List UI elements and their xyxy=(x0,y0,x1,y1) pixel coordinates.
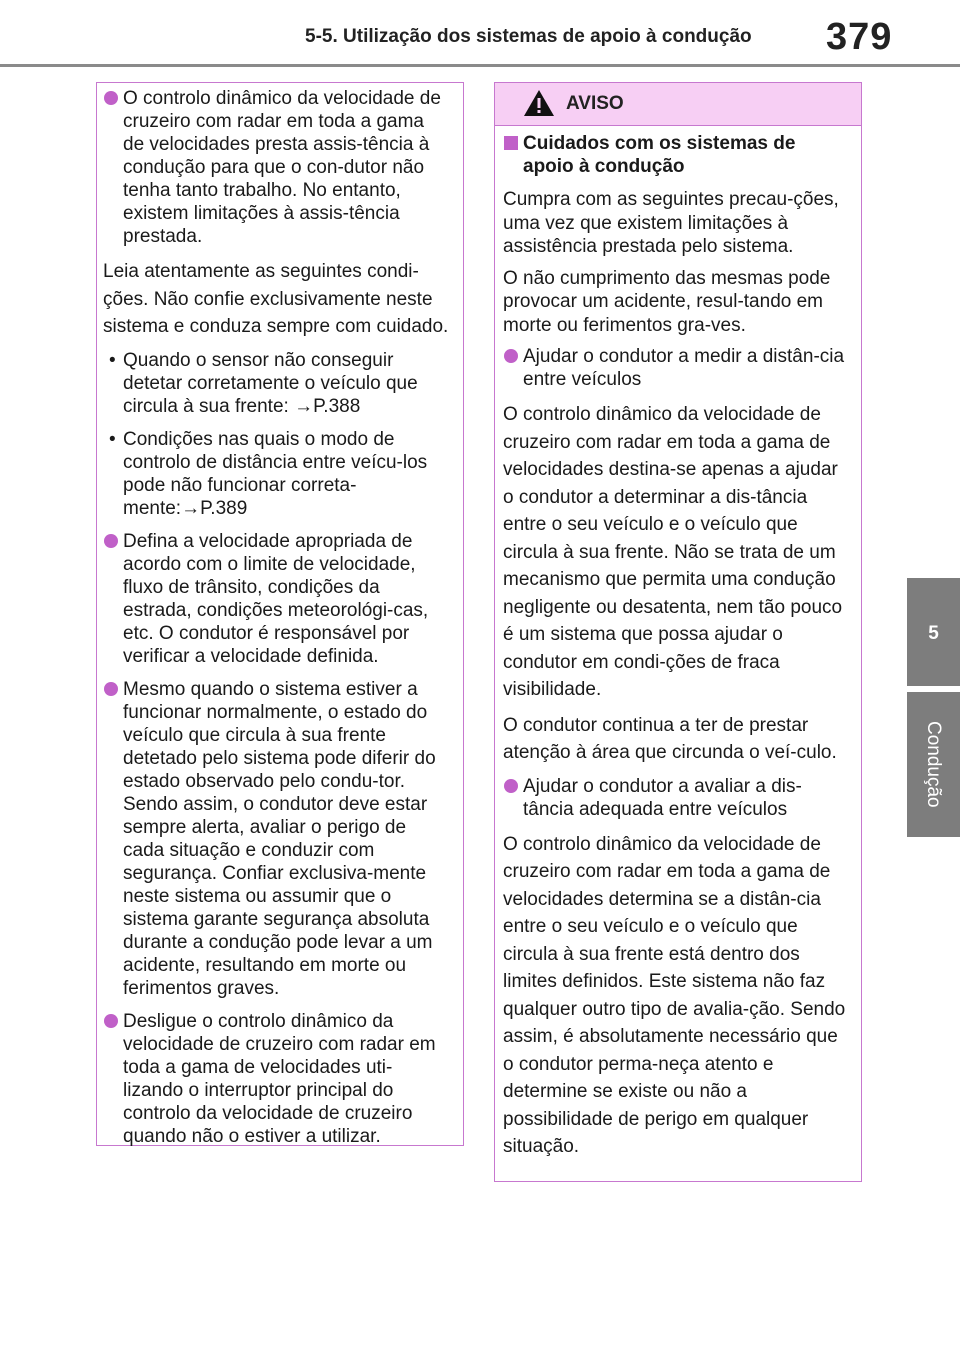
paragraph: Leia atentamente as seguintes condi-ções. Não confie exclusivamente neste sistema e conduza sempre com cuidado. xyxy=(103,261,449,337)
list-item-text: Defina a velocidade apropriada de acordo com o limite de velocidade, fluxo de trânsito, condições da estrada, condições meteorológi-cas, etc. O condutor é responsável por verificar a velocidade definida. xyxy=(123,530,429,667)
paragraph: O controlo dinâmico da velocidade de cruzeiro com radar em toda a gama de velocidades determina se a distân-cia entre o seu veículo e o veículo que circula à sua frente está dentro dos limites definidos. Este sistema não faz qualquer outro tipo de avalia-ção. Sendo assim, é absolutamente necessário que o condutor perma-neça atento e determine se existe ou não a possibilidade de perigo em qualquer situação. xyxy=(503,833,846,1157)
list-item-text: Ajudar o condutor a medir a distân-cia entre veículos xyxy=(523,346,845,390)
bullet-dot-icon xyxy=(104,1014,118,1028)
bullet-dot-icon xyxy=(104,91,118,105)
warning-heading xyxy=(503,132,847,178)
list-item-text: Ajudar o condutor a avaliar a dis-tância adequada entre veículos xyxy=(523,775,802,820)
list-item xyxy=(103,1010,449,1148)
square-bullet-icon xyxy=(504,136,518,150)
header-rule xyxy=(0,64,960,67)
section-tab xyxy=(907,692,960,837)
page-number: 379 xyxy=(826,16,893,58)
notes-box xyxy=(96,82,464,1146)
list-item xyxy=(503,775,847,821)
warning-box xyxy=(494,82,862,1182)
bullet-dot-icon xyxy=(104,682,118,696)
warning-heading-text: Cuidados com os sistemas de apoio à condução xyxy=(523,133,796,177)
list-item xyxy=(103,530,449,668)
sub-list-item-text: Quando o sensor não conseguir detetar corretamente o veículo que circula à sua frente: →P.388 xyxy=(123,349,418,417)
bullet-dot-icon xyxy=(504,349,518,363)
sub-list-item xyxy=(103,428,449,520)
paragraph: O não cumprimento das mesmas pode provocar um acidente, resul-tando em morte ou ferimentos gra-ves. xyxy=(503,267,831,336)
list-item-text: Desligue o controlo dinâmico da velocidade de cruzeiro com radar em toda a gama de velocidades uti-lizando o interruptor principal do controlo da velocidade de cruzeiro quando não o estiver a utilizar. xyxy=(123,1010,436,1147)
chapter-tab xyxy=(907,578,960,686)
bullet-mark: • xyxy=(109,349,116,371)
page-header-title: 5-5. Utilização dos sistemas de apoio à condução xyxy=(305,26,752,47)
list-item-text: Mesmo quando o sistema estiver a funcionar normalmente, o estado do veículo que circula à sua frente detetado pelo sistema pode diferir do estado observado pelo condu-tor. Sendo assim, o condutor deve estar sempre alerta, avaliar o perigo de cada situação e conduzir com segurança. Confiar exclusiva-mente neste sistema ou assumir que o sistema garante segurança absoluta durante a condução pode levar a um acidente, resultando em morte ou ferimentos graves. xyxy=(123,678,436,999)
bullet-dot-icon xyxy=(104,534,118,548)
chapter-number: 5 xyxy=(928,623,939,644)
bullet-mark: • xyxy=(109,428,116,450)
sub-list-item-text: Condições nas quais o modo de controlo de distância entre veícu-los pode não funcionar correta-mente:→P.389 xyxy=(123,428,428,519)
sub-list-item xyxy=(103,349,449,418)
list-item xyxy=(103,678,449,1000)
warning-body xyxy=(495,126,861,1161)
list-item xyxy=(503,345,847,391)
warning-triangle-icon xyxy=(523,89,555,117)
paragraph: O condutor continua a ter de prestar atenção à área que circunda o veí-culo. xyxy=(503,714,837,763)
list-item-text: O controlo dinâmico da velocidade de cruzeiro com radar em toda a gama de velocidades presta assis-tência à condução para que o con-dutor não tenha tanto trabalho. No entanto, existem limitações à assis-tência prestada. xyxy=(123,88,441,247)
paragraph: Cumpra com as seguintes precau-ções, uma vez que existem limitações à assistência prestada pelo sistema. xyxy=(503,189,839,257)
warning-title: AVISO xyxy=(566,93,624,114)
bullet-dot-icon xyxy=(504,779,518,793)
warning-header xyxy=(495,83,861,126)
list-item xyxy=(103,87,449,248)
section-label: Condução xyxy=(923,721,944,808)
paragraph: O controlo dinâmico da velocidade de cruzeiro com radar em toda a gama de velocidades destina-se apenas a ajudar o condutor a determinar a dis-tância entre o seu veículo e o veículo que circula à sua frente. Não se trata de um mecanismo que permita uma condução negligente ou desatenta, nem tão pouco é um sistema que possa ajudar o condutor em condi-ções de fraca visibilidade. xyxy=(503,404,843,700)
